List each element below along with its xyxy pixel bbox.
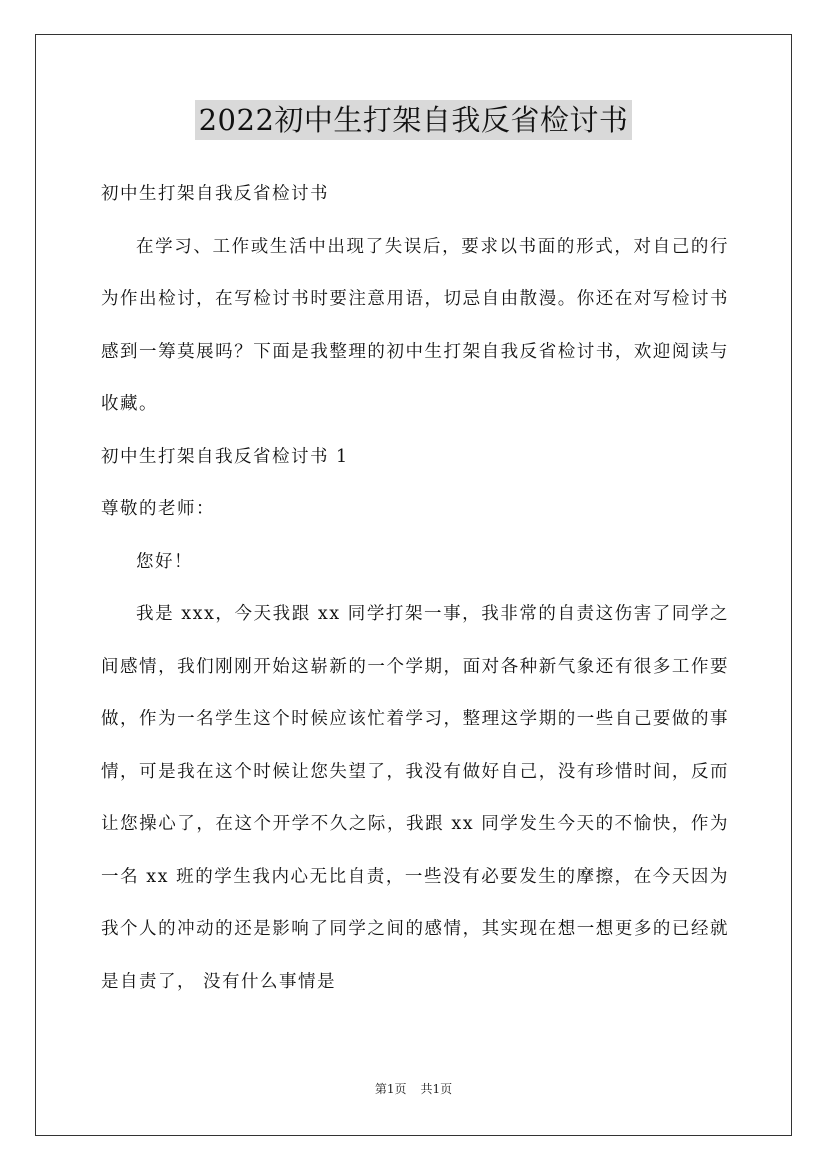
paragraph-subheading: 初中生打架自我反省检讨书 1 (101, 446, 349, 467)
document-title: 2022初中生打架自我反省检讨书 (195, 100, 633, 140)
paragraph-heading: 初中生打架自我反省检讨书 (101, 184, 329, 204)
paragraph-body: 我是 xxx，今天我跟 xx 同学打架一事，我非常的自责这伤害了同学之间感情，我们刚刚开始这崭新的一个学期，面对各种新气象还有很多工作要做，作为一名学生这个时候应该忙着学习，整理这学期的一些自己要做的事情，可是我在这个时候让您失望了，我没有做好自己，没有珍惜时间，反而让您操心了，在这个开学不久之际，我跟 xx 同学发生今天的不愉快，作为一名 xx 班的学生我内心无比自责，一些没有必要发生的摩擦，在今天因为我个人的冲动的还是影响了同学之间的感情，其实现在想一想更多的已经就是自责了， 没有什么事情是 (101, 604, 729, 992)
document-body (101, 168, 729, 1008)
page-number: 第1页 (374, 1082, 407, 1096)
page-total: 共1页 (420, 1082, 453, 1096)
title-container (0, 100, 827, 140)
page-footer (0, 1081, 827, 1097)
paragraph-intro: 在学习、工作或生活中出现了失误后，要求以书面的形式，对自己的行为作出检讨，在写检讨书时要注意用语，切忌自由散漫。你还在对写检讨书感到一筹莫展吗？下面是我整理的初中生打架自我反省检讨书，欢迎阅读与收藏。 (101, 236, 729, 414)
paragraph-greeting: 您好！ (136, 551, 193, 572)
paragraph-salutation: 尊敬的老师： (101, 499, 215, 519)
